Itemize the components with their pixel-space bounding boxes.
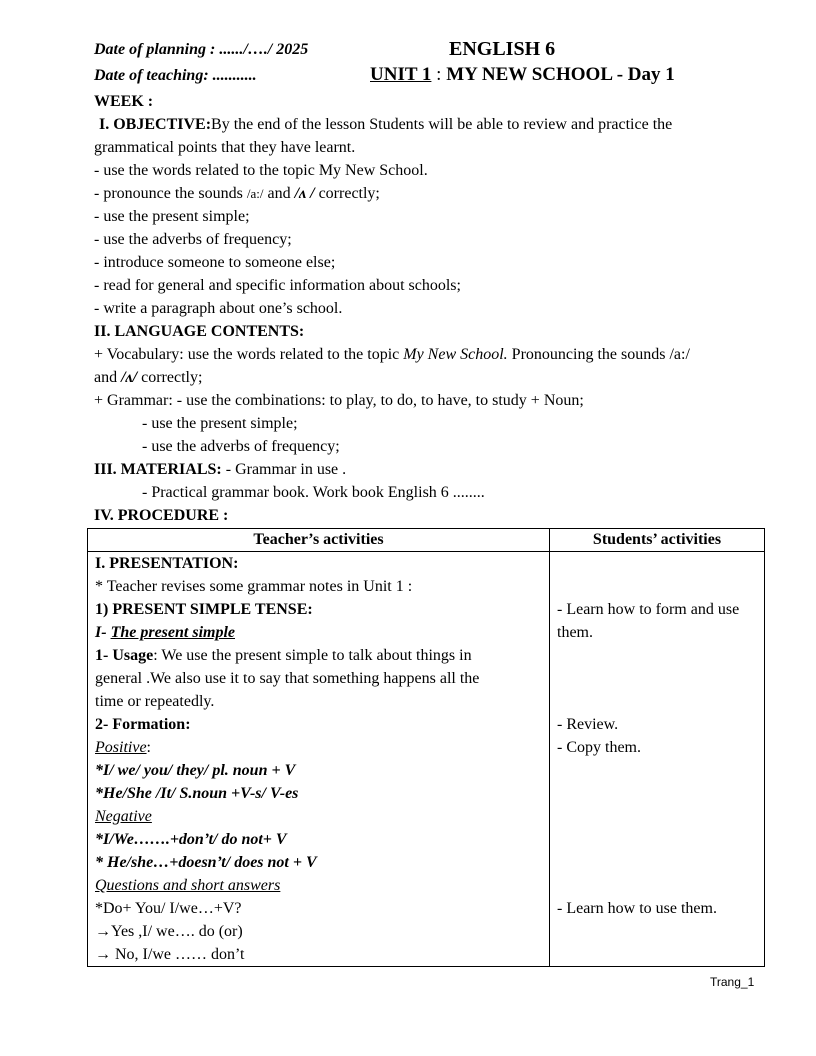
student-activity: - Learn how to form and use bbox=[557, 601, 740, 618]
positive-label: Positive: bbox=[95, 739, 151, 756]
language-heading: II. LANGUAGE CONTENTS: bbox=[94, 323, 305, 340]
objective-item: - use the adverbs of frequency; bbox=[94, 231, 292, 248]
formation-heading: 2- Formation: bbox=[95, 716, 191, 733]
students-activities-cell bbox=[550, 552, 765, 967]
table-row bbox=[88, 552, 765, 967]
grammar-item: - use the adverbs of frequency; bbox=[142, 438, 340, 455]
header-row-2 bbox=[94, 64, 764, 90]
question-form: *Do+ You/ I/we…+V? bbox=[95, 900, 242, 917]
objective-item: - introduce someone to someone else; bbox=[94, 254, 336, 271]
student-activity: them. bbox=[557, 624, 593, 641]
vocabulary-line: + Vocabulary: use the words related to the topic My New School. Pronouncing the sounds /a:/ bbox=[94, 346, 690, 363]
objective-item: - write a paragraph about one’s school. bbox=[94, 300, 343, 317]
student-activity: - Learn how to use them. bbox=[557, 900, 717, 917]
procedure-table bbox=[87, 528, 765, 967]
presentation-heading: I. PRESENTATION: bbox=[95, 555, 239, 572]
tense-heading: 1) PRESENT SIMPLE TENSE: bbox=[95, 601, 313, 618]
revise-note: * Teacher revises some grammar notes in Unit 1 : bbox=[95, 578, 413, 595]
negative-form: *I/We…….+don’t/ do not+ V bbox=[95, 831, 287, 848]
usage-line: time or repeatedly. bbox=[95, 693, 215, 710]
objective-item-pronounce: - pronounce the sounds /a:/ and /ʌ / correctly; bbox=[94, 185, 380, 202]
date-of-teaching: Date of teaching: ........... bbox=[94, 67, 257, 84]
questions-label: Questions and short answers bbox=[95, 877, 281, 894]
grammar-line: + Grammar: - use the combinations: to play, to do, to have, to study + Noun; bbox=[94, 392, 584, 409]
vocabulary-line-cont: and /ʌ/ correctly; bbox=[94, 369, 203, 386]
procedure-heading: IV. PROCEDURE : bbox=[94, 507, 229, 524]
subject-title: ENGLISH 6 bbox=[449, 38, 556, 60]
answer-form: →Yes ,I/ we…. do (or) bbox=[95, 923, 243, 940]
table-header-row bbox=[88, 529, 765, 552]
week-label: WEEK : bbox=[94, 93, 154, 110]
date-of-planning: Date of planning : ....../…./ 2025 bbox=[94, 41, 309, 58]
teacher-activities-cell bbox=[88, 552, 550, 967]
header-row-1 bbox=[94, 38, 764, 64]
student-activity: - Copy them. bbox=[557, 739, 641, 756]
objective-item: - read for general and specific information about schools; bbox=[94, 277, 461, 294]
page-number: Trang_1 bbox=[710, 975, 755, 989]
objective-item: - use the present simple; bbox=[94, 208, 250, 225]
teacher-column-header: Teacher’s activities bbox=[88, 529, 550, 552]
materials-item: - Practical grammar book. Work book English 6 ........ bbox=[142, 484, 485, 501]
positive-form: *I/ we/ you/ they/ pl. noun + V bbox=[95, 762, 296, 779]
students-column-header: Students’ activities bbox=[550, 529, 765, 552]
document-body bbox=[94, 38, 764, 527]
student-activity: - Review. bbox=[557, 716, 619, 733]
positive-form: *He/She /It/ S.noun +V-s/ V-es bbox=[95, 785, 299, 802]
grammar-item: - use the present simple; bbox=[142, 415, 298, 432]
usage-line: 1- Usage: We use the present simple to talk about things in bbox=[95, 647, 472, 664]
objective-intro: I. OBJECTIVE:By the end of the lesson Students will be able to review and practice the bbox=[99, 116, 673, 133]
negative-form: * He/she…+doesn’t/ does not + V bbox=[95, 854, 317, 871]
negative-label: Negative bbox=[95, 808, 152, 825]
materials-line: III. MATERIALS: - Grammar in use . bbox=[94, 461, 347, 478]
answer-form: → No, I/we …… don’t bbox=[95, 946, 245, 963]
unit-title: UNIT 1 : MY NEW SCHOOL - Day 1 bbox=[370, 64, 675, 85]
objective-item: - use the words related to the topic My New School. bbox=[94, 162, 428, 179]
objective-intro-cont: grammatical points that they have learnt. bbox=[94, 139, 356, 156]
usage-line: general .We also use it to say that something happens all the bbox=[95, 670, 480, 687]
present-simple-heading: I- The present simple bbox=[95, 624, 235, 641]
